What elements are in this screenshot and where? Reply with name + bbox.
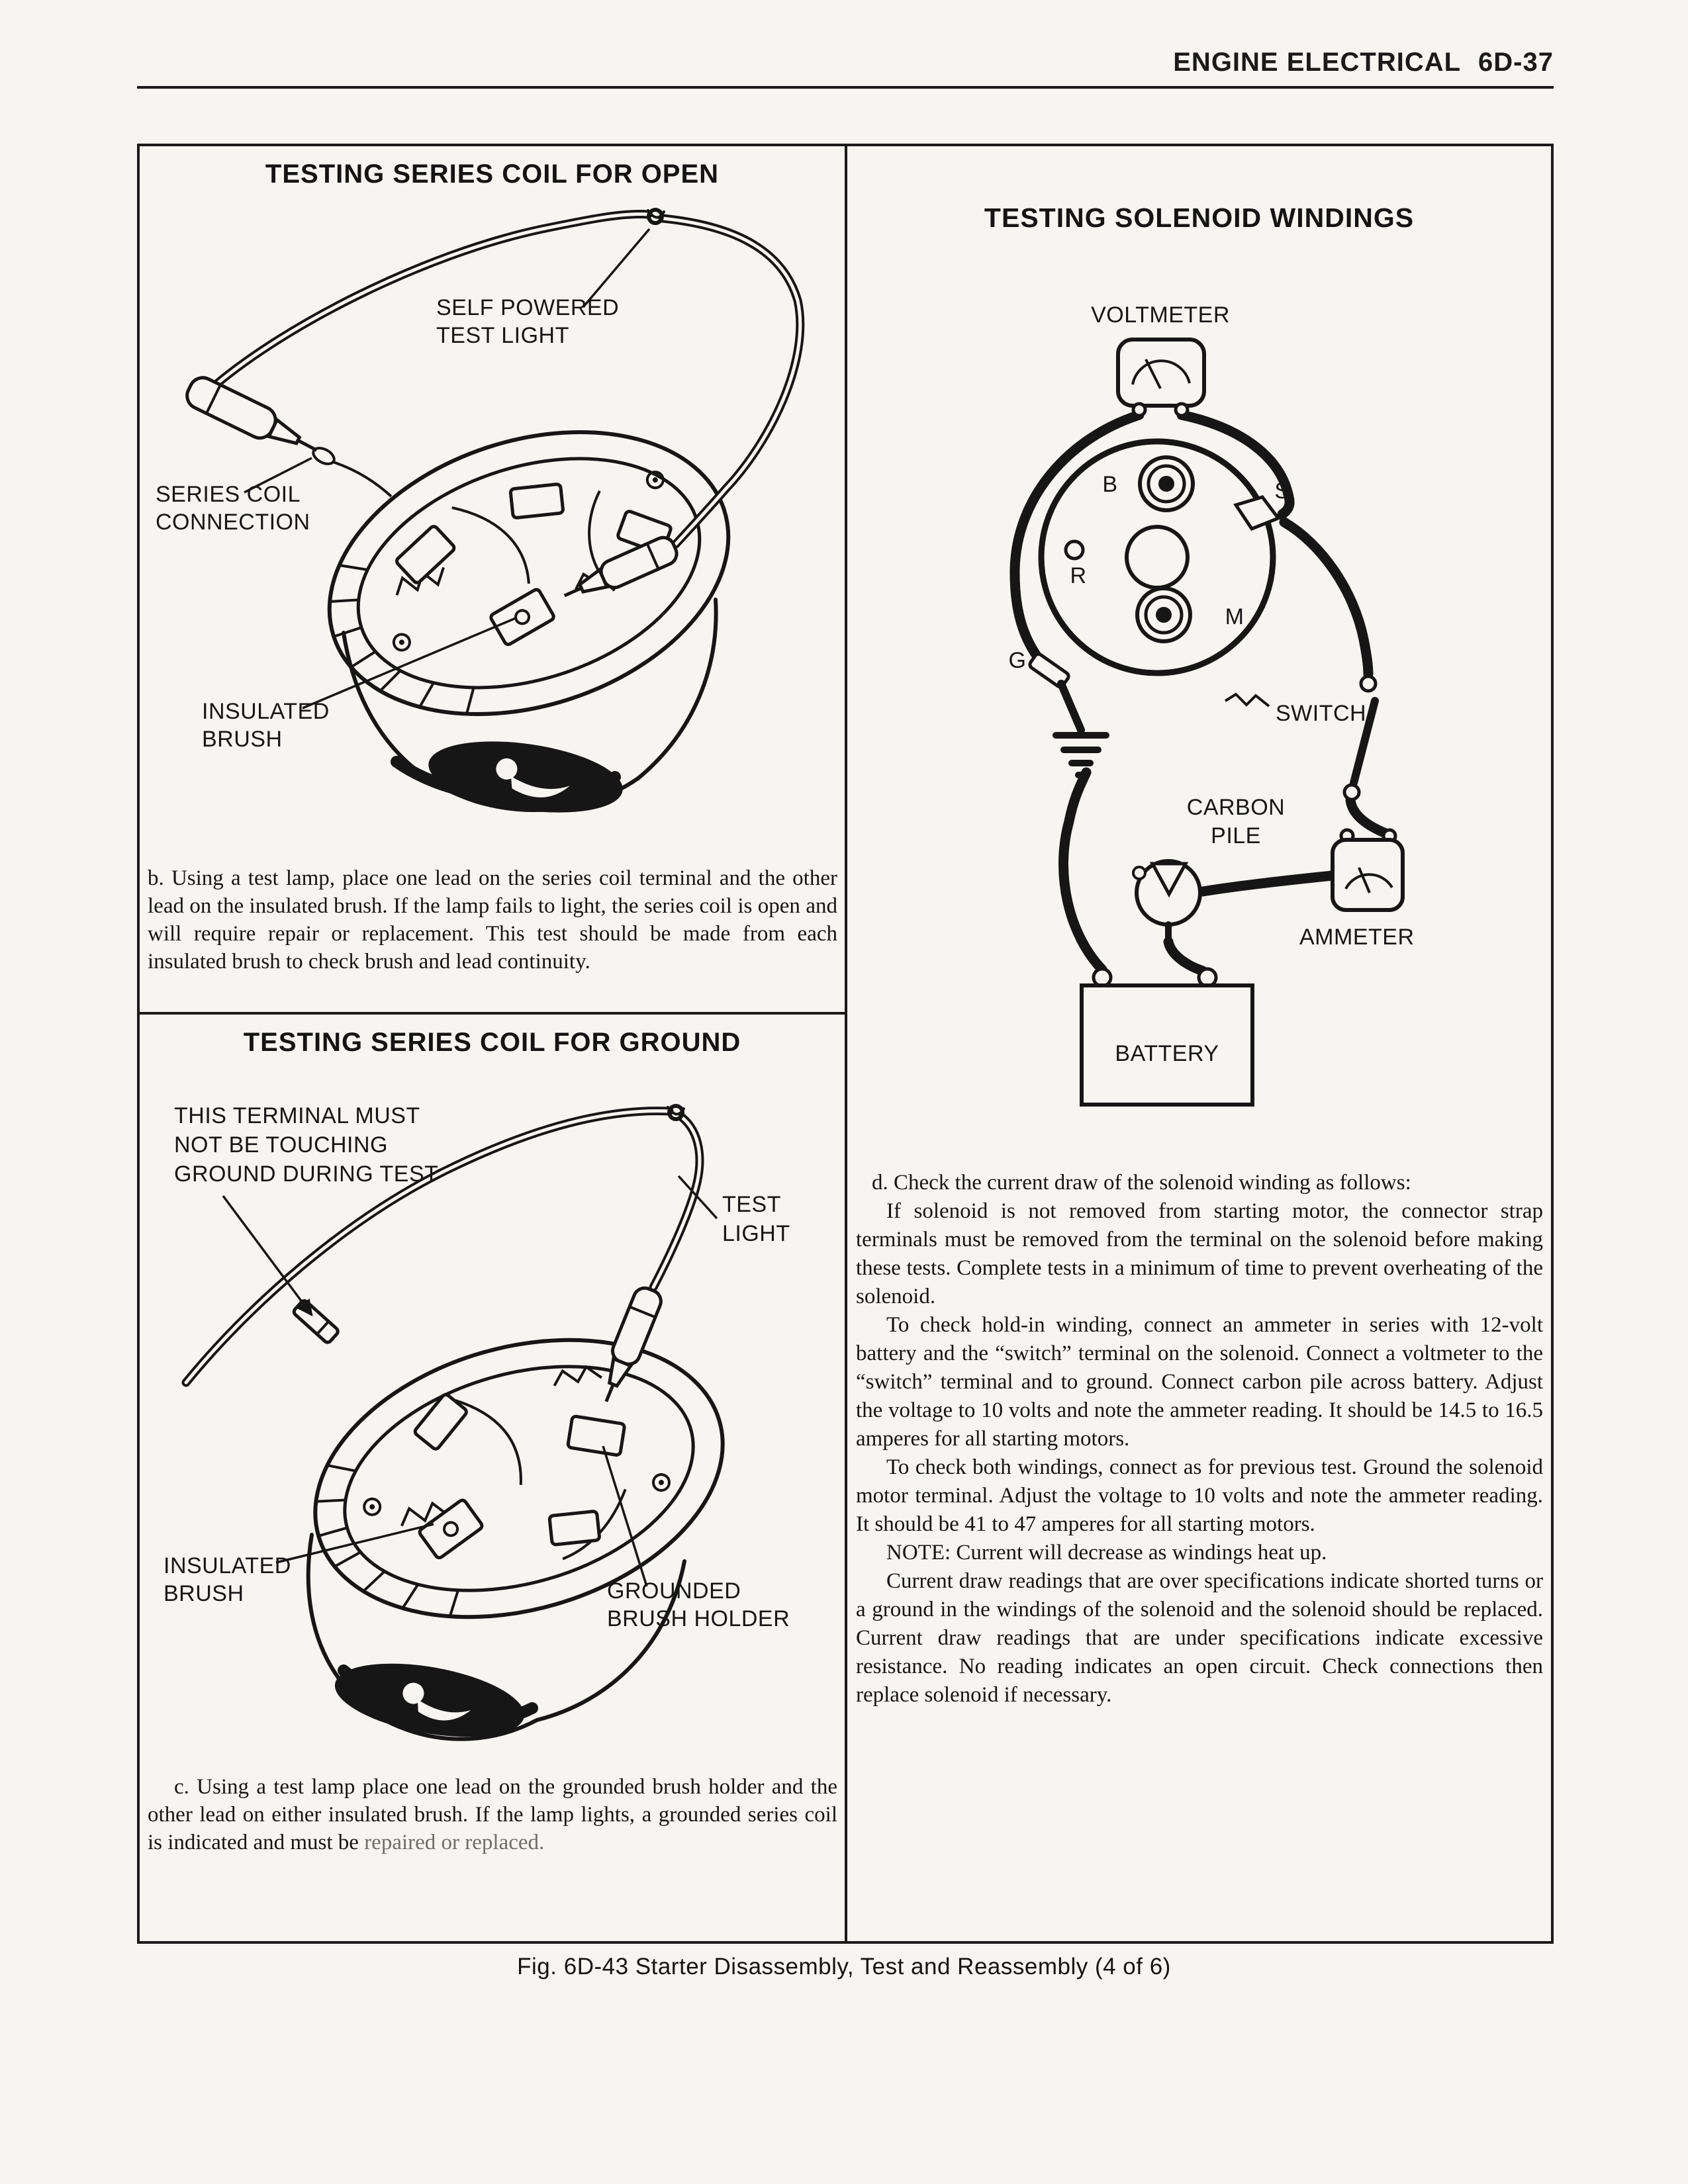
battery-icon xyxy=(1082,969,1252,1105)
label-battery: BATTERY xyxy=(1115,1041,1219,1066)
page-header-title: ENGINE ELECTRICAL xyxy=(1173,48,1462,77)
grounded-brush-holder-icon xyxy=(567,1416,625,1455)
page-number: 6D-37 xyxy=(1478,48,1554,77)
label-ammeter: AMMETER xyxy=(1299,925,1415,950)
plunger-bore xyxy=(1127,527,1188,588)
paragraph-d-intro: d. Check the current draw of the solenoid winding as follows: xyxy=(872,1171,1411,1195)
end-cap-icon xyxy=(424,731,627,823)
label-terminal-m: M xyxy=(1225,604,1244,629)
label-series-coil: SERIES COIL xyxy=(156,482,301,507)
series-open-diagram xyxy=(145,203,840,858)
test-probe-icon xyxy=(559,534,680,608)
brush-holder xyxy=(549,1511,600,1545)
label-brush-holder: BRUSH HOLDER xyxy=(607,1606,790,1631)
paragraph-b: b. Using a test lamp, place one lead on the series coil terminal and the other lead on the insulated brush. If the lamp fails to light, the series coil is open and will require repair or replacement. This test should be made from each insulated brush to check brush and lead continuity. xyxy=(148,866,837,974)
label-terminal-b: B xyxy=(1102,472,1118,497)
solenoid-circuit-diagram xyxy=(851,279,1549,1152)
page-header xyxy=(1173,48,1554,77)
terminal-r-icon xyxy=(1066,541,1083,559)
label-test: TEST xyxy=(722,1192,781,1217)
carbon-pile-icon xyxy=(1133,861,1200,942)
paragraph-d-3: To check both windings, connect as for previous test. Ground the solenoid motor terminal. Adjust the voltage to 10 volts and note the ammeter reading. It should be 41 to 47 amperes for all starting motors. xyxy=(856,1455,1543,1536)
solenoid-icon xyxy=(1029,441,1278,688)
label-self-powered: SELF POWERED xyxy=(436,295,620,320)
figure-caption: Fig. 6D-43 Starter Disassembly, Test and Reassembly (4 of 6) xyxy=(517,1954,1171,1979)
label-terminal-warning-2: NOT BE TOUCHING xyxy=(174,1132,388,1158)
insulated-brush-icon xyxy=(490,588,555,646)
panel-title-series-open: TESTING SERIES COIL FOR OPEN xyxy=(265,159,720,189)
left-panel-divider xyxy=(140,1012,845,1015)
insulated-brush-icon xyxy=(418,1499,484,1559)
figure-box xyxy=(137,144,1554,1944)
paragraph-c xyxy=(148,1773,837,1856)
label-brush: BRUSH xyxy=(202,727,283,752)
paragraph-d-block xyxy=(856,1169,1543,1709)
label-light: LIGHT xyxy=(722,1221,790,1246)
label-test-light: TEST LIGHT xyxy=(436,323,569,348)
label-brush: BRUSH xyxy=(164,1581,244,1606)
label-insulated: INSULATED xyxy=(164,1553,291,1578)
series-ground-diagram xyxy=(145,1071,840,1766)
panel-title-solenoid: TESTING SOLENOID WINDINGS xyxy=(984,203,1415,233)
terminal-stud-icon xyxy=(293,1299,340,1343)
switch-pointer-zigzag xyxy=(1225,694,1269,706)
series-coil-lead xyxy=(333,462,391,496)
switch-icon xyxy=(1344,676,1376,799)
label-switch: SWITCH xyxy=(1276,701,1367,726)
brush-holder xyxy=(510,484,563,518)
label-carbon: CARBON xyxy=(1186,795,1286,820)
label-terminal-g: G xyxy=(1008,648,1027,673)
label-pile: PILE xyxy=(1211,823,1261,848)
label-connection: CONNECTION xyxy=(156,510,310,535)
series-coil-clip xyxy=(310,445,336,467)
coil-lead-wire xyxy=(455,1388,526,1496)
ammeter-icon xyxy=(1333,830,1403,910)
paragraph-d-1: If solenoid is not removed from starting motor, the connector strap terminals must be removed from the terminal on the solenoid before making these tests. Complete tests in a minimum of time to prevent overheating of the solenoid. xyxy=(856,1199,1543,1308)
paragraph-c-text: c. Using a test lamp place one lead on the grounded brush holder and the other lead on either insulated brush. If the lamp lights, a grounded series coil is indicated and must be xyxy=(148,1775,837,1854)
test-light-icon xyxy=(593,1285,664,1406)
paragraph-d-note: NOTE: Current will decrease as windings heat up. xyxy=(886,1541,1327,1565)
brush-holder xyxy=(395,525,455,584)
test-light-icon xyxy=(183,373,324,464)
label-insulated: INSULATED xyxy=(202,699,330,724)
label-voltmeter: VOLTMETER xyxy=(1091,302,1230,328)
label-terminal-r: R xyxy=(1070,563,1087,588)
terminal-s-icon xyxy=(1236,497,1278,529)
header-rule xyxy=(137,86,1554,89)
ground-icon xyxy=(1056,684,1106,775)
label-terminal-warning-3: GROUND DURING TEST xyxy=(174,1161,439,1187)
panel-title-series-ground: TESTING SERIES COIL FOR GROUND xyxy=(243,1028,741,1057)
label-terminal-warning-1: THIS TERMINAL MUST xyxy=(174,1103,420,1128)
paragraph-d-4: Current draw readings that are over specifications indicate shorted turns or a ground in the windings of the solenoid and the solenoid should be replaced. Current draw readings that are under specifications indicate excessive resistance. No reading indicates an open circuit. Check connections then replace solenoid if necessary. xyxy=(856,1569,1543,1707)
column-divider xyxy=(845,146,847,1941)
voltmeter-icon xyxy=(1118,340,1204,416)
label-terminal-s: S xyxy=(1274,478,1290,504)
paragraph-d-2: To check hold-in winding, connect an ammeter in series with 12-volt battery and the “switch” terminal on the solenoid. Connect a voltmeter to the “switch” terminal and to ground. Connect carbon pile across battery. Adjust the voltage to 10 volts and note the ammeter reading. It should be 14.5 to 16.5 amperes for all starting motors. xyxy=(856,1313,1543,1451)
label-grounded: GROUNDED xyxy=(607,1578,741,1604)
paragraph-c-faded-text: repaired or replaced. xyxy=(364,1831,545,1854)
